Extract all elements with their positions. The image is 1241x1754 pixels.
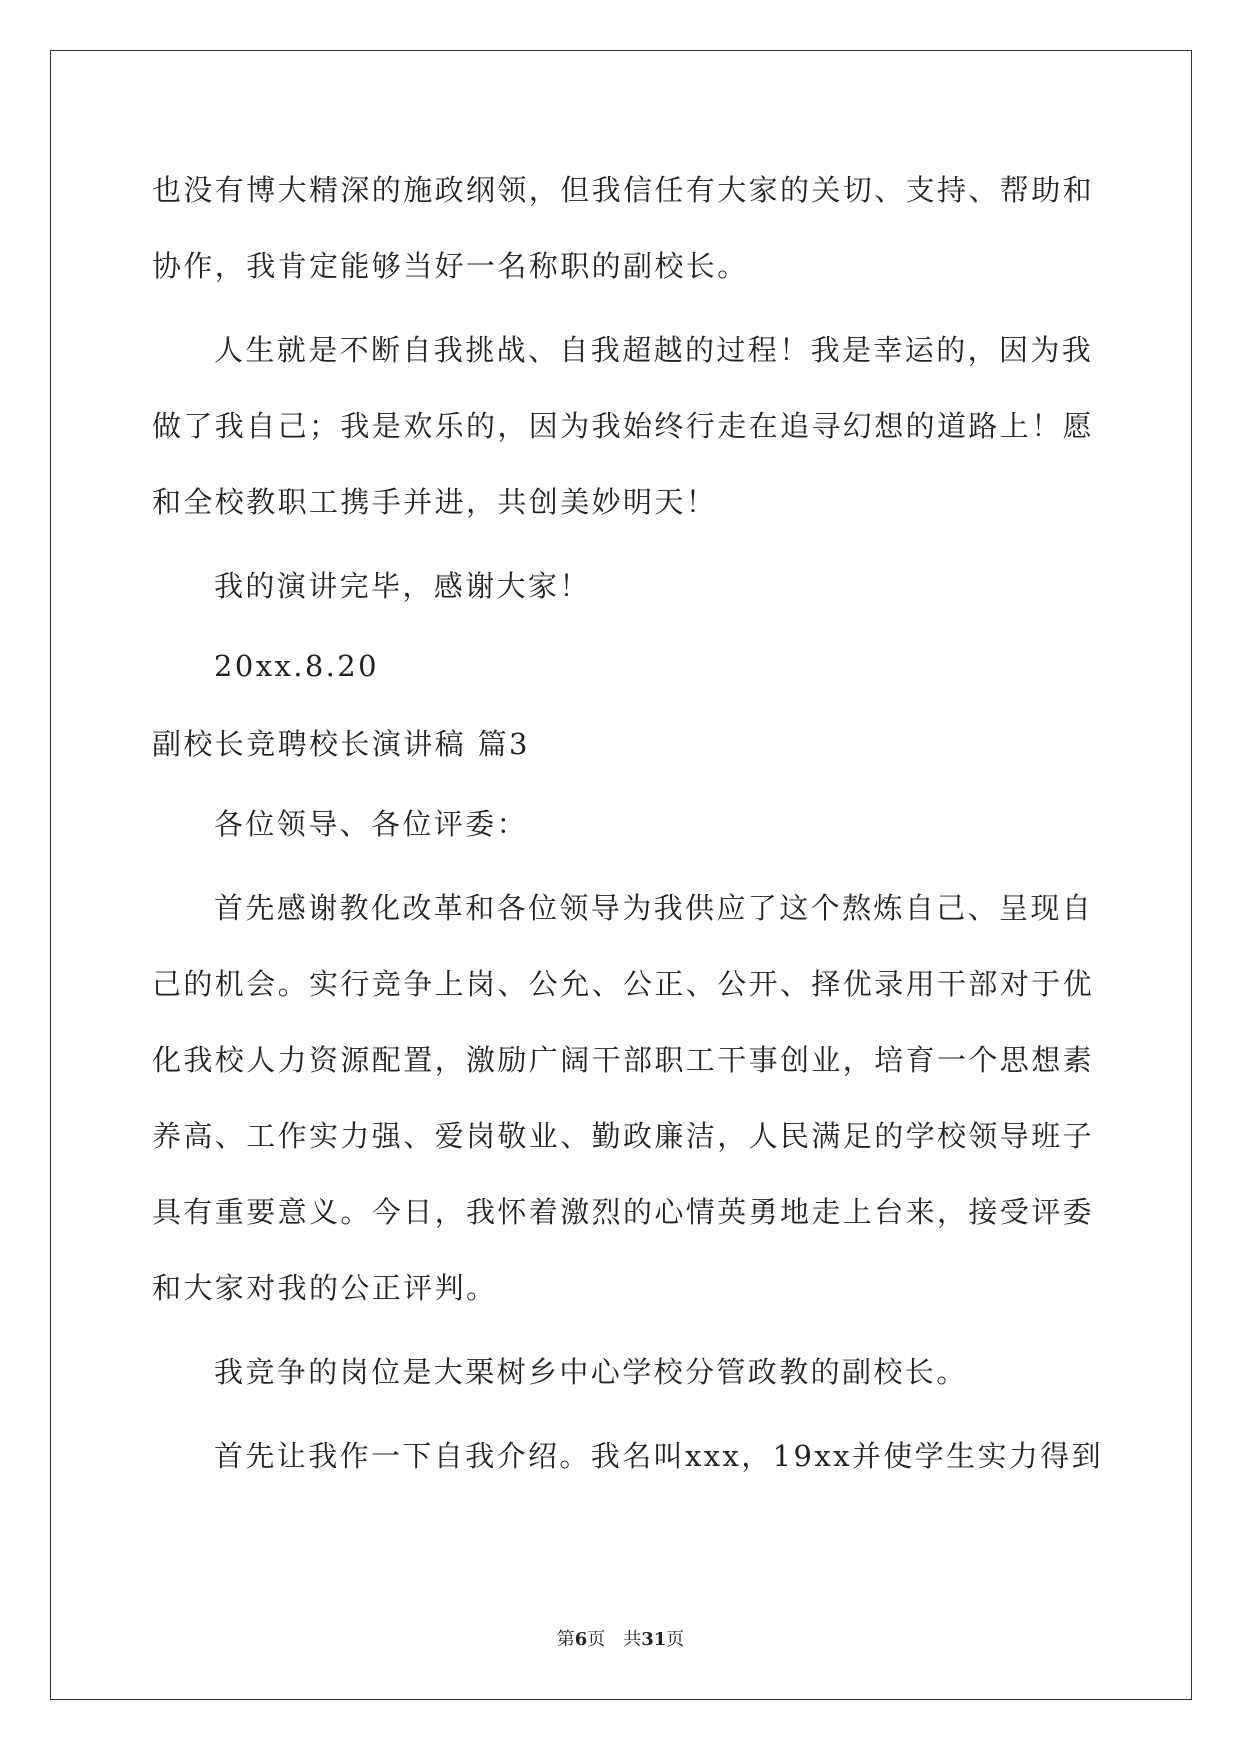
footer-page-number: 6 <box>574 1629 588 1650</box>
body-line-9: 化我校人力资源配置，激励广阔干部职工干事创业，培育一个思想素 <box>152 1043 1095 1077</box>
body-line-10: 养高、工作实力强、爱岗敬业、勤政廉洁，人民满足的学校领导班子 <box>152 1119 1095 1153</box>
footer-total-pages: 31 <box>641 1629 667 1650</box>
page-footer <box>0 1628 1241 1652</box>
date-line: 20xx.8.20 <box>214 649 379 683</box>
salutation-line: 各位领导、各位评委： <box>214 807 529 841</box>
body-line-5: 和全校教职工携手并进，共创美妙明天！ <box>152 485 718 519</box>
body-line-3: 人生就是不断自我挑战、自我超越的过程！我是幸运的，因为我 <box>214 333 1094 367</box>
section-heading: 副校长竞聘校长演讲稿 篇3 <box>152 727 530 761</box>
footer-middle: 页 共 <box>587 1629 642 1650</box>
body-line-14: 首先让我作一下自我介绍。我名叫xxx，19xx并使学生实力得到 <box>214 1439 1104 1473</box>
body-line-1: 也没有博大精深的施政纲领，但我信任有大家的关切、支持、帮助和 <box>152 173 1095 207</box>
body-line-13: 我竞争的岗位是大栗树乡中心学校分管政教的副校长。 <box>214 1355 968 1389</box>
body-line-4: 做了我自己；我是欢乐的，因为我始终行走在追寻幻想的道路上！愿 <box>152 409 1095 443</box>
footer-prefix: 第 <box>556 1629 575 1650</box>
body-line-12: 和大家对我的公正评判。 <box>152 1271 498 1305</box>
body-line-2: 协作，我肯定能够当好一名称职的副校长。 <box>152 249 749 283</box>
body-line-11: 具有重要意义。今日，我怀着激烈的心情英勇地走上台来，接受评委 <box>152 1195 1095 1229</box>
body-line-7: 首先感谢教化改革和各位领导为我供应了这个熬炼自己、呈现自 <box>214 891 1094 925</box>
body-line-8: 己的机会。实行竞争上岗、公允、公正、公开、择优录用干部对于优 <box>152 967 1095 1001</box>
footer-suffix: 页 <box>666 1629 685 1650</box>
body-line-6: 我的演讲完毕，感谢大家！ <box>214 569 591 603</box>
